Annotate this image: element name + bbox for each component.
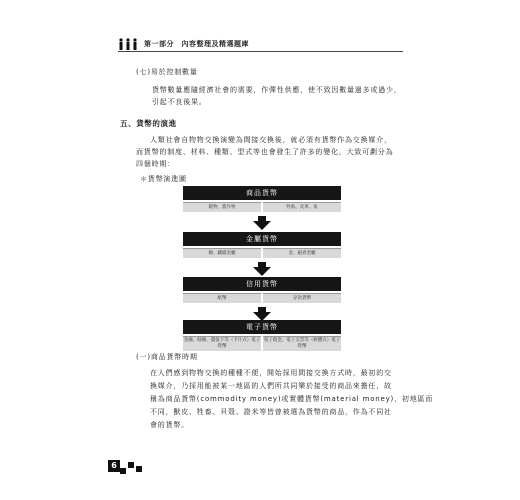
paragraph-line: 不同，獸皮、牲畜、貝殼、證米等皆曾被選為貨幣的商品，作為不同社	[150, 408, 392, 416]
down-arrow-icon	[253, 262, 271, 276]
stage-item: 穀物、農作物	[183, 202, 261, 212]
stage-credit-money	[183, 277, 341, 303]
stage-item: 存款貨幣	[263, 293, 341, 303]
paragraph-line: 人類社會自物物交換演變為間接交換後，就必須有貨幣作為交換媒介，	[150, 136, 392, 144]
stage-item: 銅、鐵鑄金屬	[183, 248, 261, 258]
paragraph-line: 在人們感到物物交換的種種不便，開始採用間接交換方式時，最初的交	[150, 369, 392, 377]
stage-title: 金屬貨幣	[183, 232, 341, 246]
paragraph-line: 會的貨幣。	[150, 421, 189, 429]
paragraph-line: 貨幣數量應隨經濟社會的需要，作彈性供應，使不致因數量過多或過少，	[152, 86, 402, 94]
footer-decoration	[136, 466, 142, 472]
stage-metal-money	[183, 232, 341, 258]
stage-item: 牲畜、皮革、角	[263, 202, 341, 212]
stage-item: 金、銀貴金屬	[263, 248, 341, 258]
stage-commodity-money	[183, 186, 341, 212]
down-arrow-icon	[253, 307, 271, 321]
paragraph-line: 稱為商品貨幣(commodity money)或實體貨幣(material money)，初地區而	[150, 395, 434, 403]
footer-decoration	[128, 462, 134, 468]
section-label: 第一部分 內容整理及精選題庫	[144, 40, 249, 48]
diagram-caption: ＊貨幣演進圖	[140, 175, 187, 183]
stage-item: 電子現金、電子支票等（軟體式）電子貨幣	[263, 338, 341, 349]
subsection-heading: (七)易於控制數量	[136, 68, 198, 76]
stage-item: 紙幣	[183, 293, 261, 303]
header-rule	[118, 51, 403, 52]
subsection-heading: (一)商品貨幣時期	[136, 353, 198, 361]
page-number: 6	[108, 460, 120, 472]
footer-decoration	[120, 468, 126, 474]
running-header	[118, 38, 403, 50]
paragraph-line: 引起不良後果。	[152, 98, 207, 106]
stage-title: 電子貨幣	[183, 320, 341, 334]
people-icon	[118, 38, 138, 50]
section-heading: 五、貨幣的演進	[120, 119, 177, 128]
paragraph-line: 而貨幣的制度、材料、種類、型式等也會發生了許多的變化，大致可劃分為	[136, 148, 394, 156]
paragraph-line: 換媒介，乃採用能被某一地區的人們所共同樂於接受的商品來擔任，故	[150, 382, 392, 390]
stage-title: 信用貨幣	[183, 277, 341, 291]
stage-item: 金融、餘額、儲值卡等（卡片式）電子貨幣	[183, 338, 261, 349]
stage-electronic-money	[183, 320, 341, 351]
down-arrow-icon	[253, 216, 271, 230]
stage-title: 商品貨幣	[183, 186, 341, 200]
paragraph-line: 四個時期：	[136, 160, 175, 168]
